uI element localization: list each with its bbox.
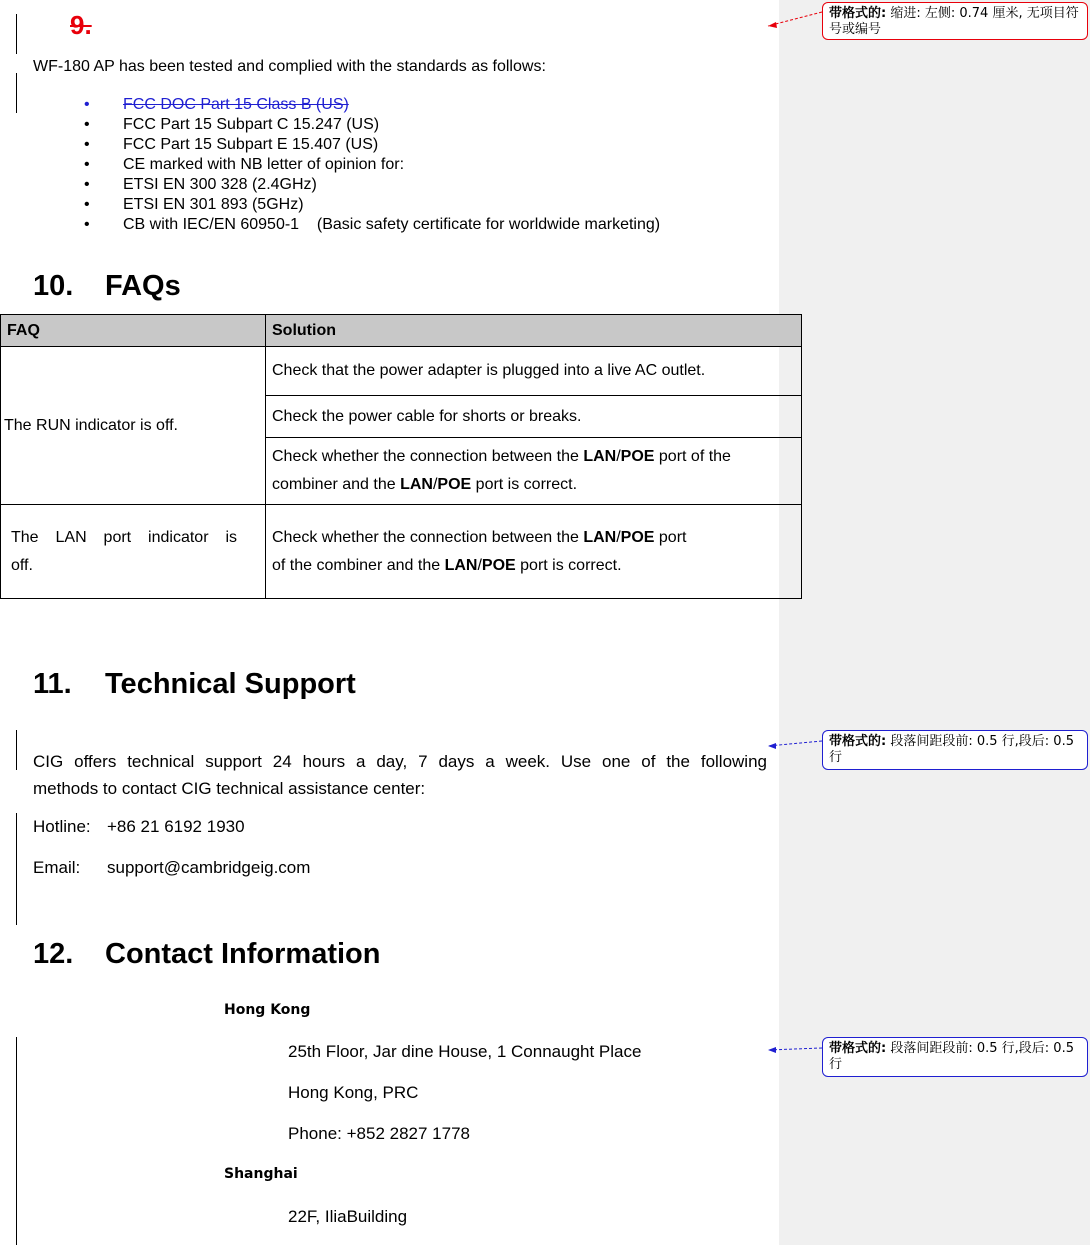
list-item: • CB with IEC/EN 60950-1 (Basic safety certificate for worldwide marketing)	[84, 216, 661, 233]
hk-region: Hong Kong, PRC	[288, 1083, 419, 1102]
solution-cell: Check the power cable for shorts or breaks.	[266, 396, 802, 438]
comment-connector-line	[768, 741, 822, 746]
hotline-label: Hotline:	[33, 817, 91, 836]
comment-arrow-icon	[768, 22, 777, 28]
list-item: • FCC Part 15 Subpart C 15.247 (US)	[84, 116, 380, 133]
hk-address: 25th Floor, Jar dine House, 1 Connaught Place	[288, 1042, 642, 1061]
comment-arrow-icon	[768, 1047, 776, 1053]
list-item-deleted: • FCC DOC Part 15 Class B (US)	[84, 96, 349, 113]
solution-cell: Check whether the connection between the LAN/POE port of the combiner and the LAN/POE port is correct.	[266, 438, 802, 505]
format-comment-balloon[interactable]: 带格式的: 段落间距段前: 0.5 行,段后: 0.5 行	[822, 730, 1088, 770]
office-city-shanghai: Shanghai	[224, 1166, 298, 1182]
hk-phone: Phone: +852 2827 1778	[288, 1124, 470, 1143]
section-11-heading: 11. Technical Support	[33, 668, 356, 700]
faq-cell: The RUN indicator is off.	[1, 347, 266, 505]
standards-intro: WF-180 AP has been tested and complied with the standards as follows:	[33, 58, 546, 75]
section-12-heading: 12. Contact Information	[33, 938, 381, 970]
office-city-hong-kong: Hong Kong	[224, 1002, 311, 1018]
list-item: • CE marked with NB letter of opinion for:	[84, 156, 405, 173]
format-comment-balloon[interactable]: 带格式的: 段落间距段前: 0.5 行,段后: 0.5 行	[822, 1037, 1088, 1077]
support-email: support@cambridgeig.com	[107, 858, 311, 877]
format-comment-balloon[interactable]: 带格式的: 缩进: 左侧: 0.74 厘米, 无项目符号或编号	[822, 2, 1088, 40]
faq-cell: The LAN port indicator is off.	[1, 505, 266, 599]
section-9-heading-deleted: 9.	[70, 10, 92, 40]
solution-cell: Check whether the connection between the LAN/POE port of the combiner and the LAN/POE port is correct.	[266, 505, 802, 599]
list-item: • FCC Part 15 Subpart E 15.407 (US)	[84, 136, 379, 153]
faq-column-header: FAQ	[1, 315, 266, 347]
sh-address: 22F, IliaBuilding	[288, 1207, 408, 1226]
section-10-heading: 10. FAQs	[33, 270, 181, 302]
solution-column-header: Solution	[266, 315, 802, 347]
hotline-number: +86 21 6192 1930	[107, 817, 245, 836]
list-item: • ETSI EN 301 893 (5GHz)	[84, 196, 304, 213]
support-paragraph: CIG offers technical support 24 hours a day, 7 days a week. Use one of the following methods to contact CIG technical assistance center:	[33, 752, 767, 798]
list-item: • ETSI EN 300 328 (2.4GHz)	[84, 176, 317, 193]
comment-arrow-icon	[768, 743, 776, 749]
solution-cell: Check that the power adapter is plugged into a live AC outlet.	[266, 347, 802, 396]
email-label: Email:	[33, 858, 81, 877]
comment-connector-line	[768, 1048, 822, 1050]
